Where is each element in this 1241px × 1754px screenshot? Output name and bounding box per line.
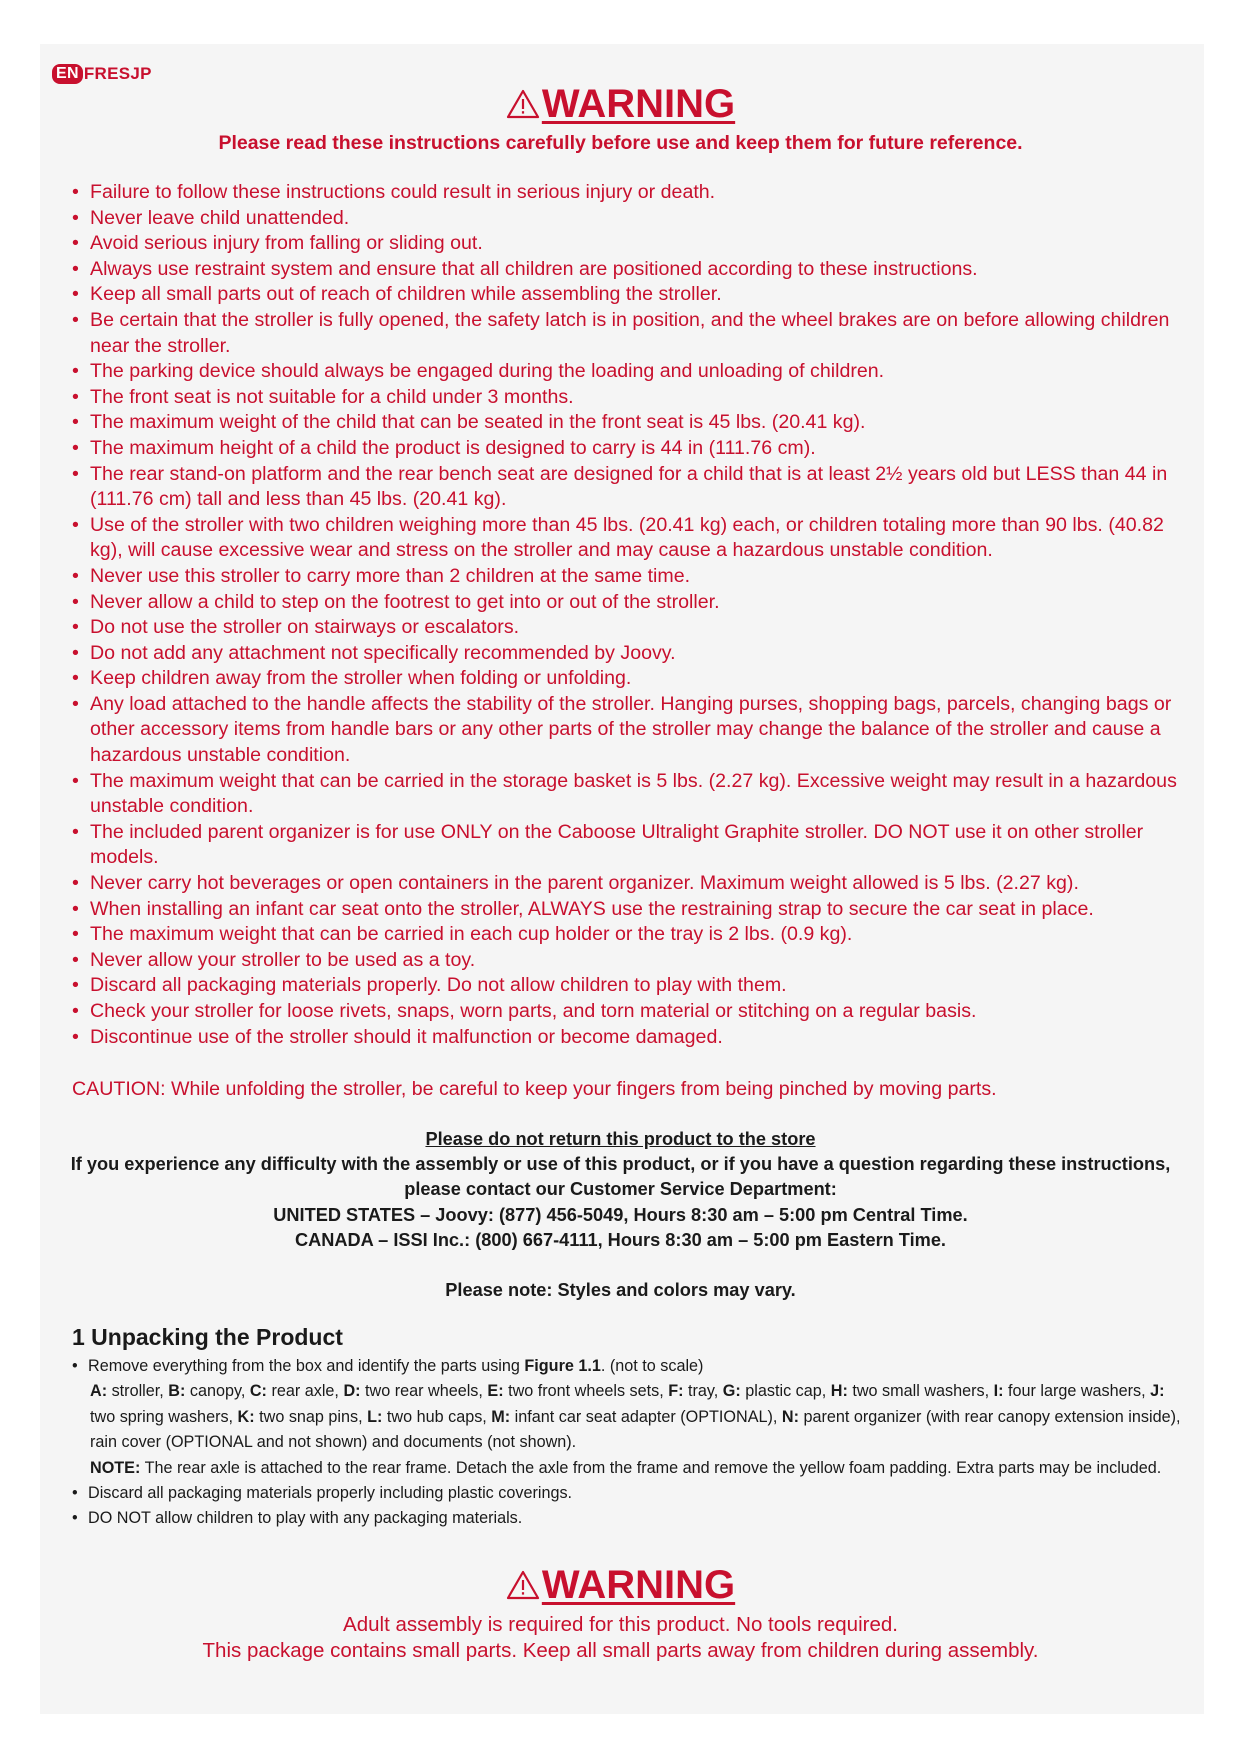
- warning-item: • Always use restraint system and ensure that all children are positioned according to these instructions.: [72, 257, 1182, 283]
- part-key: C:: [249, 1382, 267, 1401]
- warning-item: • Never carry hot beverages or open containers in the parent organizer. Maximum weight allowed is 5 lbs. (2.27 kg).: [72, 871, 1182, 897]
- part-desc: canopy,: [185, 1382, 250, 1401]
- part-desc: stroller,: [107, 1382, 169, 1401]
- part-desc: two snap pins,: [254, 1407, 368, 1426]
- warning-item: • Keep all small parts out of reach of children while assembling the stroller.: [72, 282, 1182, 308]
- return-notice: Please do not return this product to the store: [425, 1129, 816, 1149]
- warning-item: • Any load attached to the handle affects the stability of the stroller. Hanging purses, shopping bags, parcels, changing bags or other accessory items from handle bars or any other parts of the stroller may change the balance of the stroller and cause a hazardous unstable condition.: [72, 692, 1182, 769]
- part-key: F:: [668, 1382, 684, 1401]
- note-text: The rear axle is attached to the rear frame. Detach the axle from the frame and remove the yellow foam padding. Extra parts may be included.: [140, 1458, 1162, 1477]
- contact-info: [60, 1152, 1181, 1254]
- part-desc: two rear wheels,: [360, 1382, 488, 1401]
- warning2-line1: Adult assembly is required for this product. No tools required.: [343, 1613, 898, 1636]
- warning-item: • When installing an infant car seat onto the stroller, ALWAYS use the restraining strap to secure the car seat in place.: [72, 897, 1182, 923]
- part-desc: four large washers,: [1003, 1382, 1151, 1401]
- contact-intro: If you experience any difficulty with the assembly or use of this product, or if you have a question regarding these instructions, please contact our Customer Service Department:: [70, 1154, 1171, 1200]
- intro-prefix: Remove everything from the box and identify the parts using: [88, 1357, 525, 1375]
- parts-note: [72, 1456, 1182, 1481]
- warning-triangle-icon: [506, 1567, 540, 1607]
- warning-item: • Be certain that the stroller is fully opened, the safety latch is in position, and the wheel brakes are on before allowing children near the stroller.: [72, 308, 1182, 359]
- warning-item: • Never leave child unattended.: [72, 206, 1182, 232]
- part-desc: plastic cap,: [740, 1382, 831, 1401]
- figure-ref: Figure 1.1: [524, 1357, 601, 1375]
- warning-item: • Avoid serious injury from falling or sliding out.: [72, 231, 1182, 257]
- unpacking-list: [72, 1354, 1182, 1532]
- part-key: E:: [487, 1382, 504, 1401]
- intro-suffix: . (not to scale): [600, 1357, 704, 1375]
- contact-us: UNITED STATES – Joovy: (877) 456-5049, Hours 8:30 am – 5:00 pm Central Time.: [273, 1204, 968, 1225]
- warning-item: • Do not add any attachment not specifically recommended by Joovy.: [72, 641, 1182, 667]
- warning2-heading: [0, 1565, 1241, 1607]
- warning2-line2: This package contains small parts. Keep all small parts away from children during assembly.: [202, 1639, 1039, 1662]
- list-item: [72, 1354, 1182, 1379]
- warning-item: • Use of the stroller with two children weighing more than 45 lbs. (20.41 kg) each, or children totaling more than 90 lbs. (40.82 kg), will cause excessive wear and stress on the stroller and may cause a hazardous unstable condition.: [72, 513, 1182, 564]
- warning-subtitle: Please read these instructions carefully before use and keep them for future reference.: [218, 132, 1023, 154]
- part-desc: rear axle,: [266, 1382, 344, 1401]
- warning-item: • The front seat is not suitable for a child under 3 months.: [72, 385, 1182, 411]
- warning-triangle-icon: [506, 86, 540, 126]
- parts-block: [72, 1379, 1182, 1481]
- part-key: I:: [993, 1382, 1004, 1401]
- language-others[interactable]: FRESJP: [83, 64, 152, 83]
- language-selector[interactable]: [52, 64, 152, 84]
- part-desc: tray,: [683, 1382, 723, 1401]
- warning-title: WARNING: [541, 82, 736, 126]
- warning-item: • Never allow a child to step on the footrest to get into or out of the stroller.: [72, 590, 1182, 616]
- warning-item: • Never use this stroller to carry more than 2 children at the same time.: [72, 564, 1182, 590]
- part-desc: infant car seat adapter (OPTIONAL),: [510, 1407, 782, 1426]
- warning-item: • Never allow your stroller to be used as a toy.: [72, 948, 1182, 974]
- part-key: B:: [168, 1382, 186, 1401]
- warning-item: • Do not use the stroller on stairways or escalators.: [72, 615, 1182, 641]
- language-en-badge[interactable]: EN: [52, 64, 83, 84]
- warning-heading: [0, 84, 1241, 126]
- warning-item: • Failure to follow these instructions could result in serious injury or death.: [72, 180, 1182, 206]
- list-item: • Discard all packaging materials properly including plastic coverings.: [72, 1481, 1182, 1506]
- list-item: • DO NOT allow children to play with any packaging materials.: [72, 1506, 1182, 1531]
- part-key: D:: [343, 1382, 361, 1401]
- part-key: K:: [237, 1407, 255, 1426]
- warning-item: • The included parent organizer is for use ONLY on the Caboose Ultralight Graphite stroller. DO NOT use it on other stroller models.: [72, 820, 1182, 871]
- warning-item: • Keep children away from the stroller when folding or unfolding.: [72, 666, 1182, 692]
- styles-note: Please note: Styles and colors may vary.: [445, 1280, 796, 1300]
- warning-item: • Check your stroller for loose rivets, snaps, worn parts, and torn material or stitching on a regular basis.: [72, 999, 1182, 1025]
- part-desc: two hub caps,: [382, 1407, 492, 1426]
- warning-item: • The maximum height of a child the product is designed to carry is 44 in (111.76 cm).: [72, 436, 1182, 462]
- warning-item: • The maximum weight of the child that can be seated in the front seat is 45 lbs. (20.41 kg).: [72, 410, 1182, 436]
- parts-list: [72, 1379, 1182, 1455]
- warning-item: • The maximum weight that can be carried in the storage basket is 5 lbs. (2.27 kg). Excessive weight may result in a hazardous unstable condition.: [72, 769, 1182, 820]
- part-desc: two front wheels sets,: [503, 1382, 669, 1401]
- part-key: J:: [1150, 1382, 1165, 1401]
- part-desc: parent organizer (with rear canopy extension inside), rain cover (OPTIONAL and not shown) and documents (not shown).: [90, 1407, 1181, 1452]
- part-key: M:: [491, 1407, 511, 1426]
- part-desc: two spring washers,: [90, 1407, 238, 1426]
- part-key: H:: [830, 1382, 848, 1401]
- contact-canada: CANADA – ISSI Inc.: (800) 667-4111, Hours 8:30 am – 5:00 pm Eastern Time.: [295, 1230, 946, 1251]
- section-title: 1 Unpacking the Product: [72, 1324, 343, 1350]
- warning-item: • The rear stand-on platform and the rear bench seat are designed for a child that is at least 2½ years old but LESS than 44 in (111.76 cm) tall and less than 45 lbs. (20.41 kg).: [72, 462, 1182, 513]
- part-key: N:: [781, 1407, 799, 1426]
- warning-item: • The parking device should always be engaged during the loading and unloading of children.: [72, 359, 1182, 385]
- warning2-title: WARNING: [541, 1563, 736, 1607]
- warning-item: • Discontinue use of the stroller should it malfunction or become damaged.: [72, 1025, 1182, 1051]
- note-label: NOTE:: [90, 1458, 141, 1477]
- part-key: L:: [367, 1407, 383, 1426]
- warning-item: • Discard all packaging materials properly. Do not allow children to play with them.: [72, 973, 1182, 999]
- part-key: A:: [90, 1382, 108, 1401]
- caution-text: CAUTION: While unfolding the stroller, be careful to keep your fingers from being pinched by moving parts.: [72, 1078, 997, 1100]
- warning-item: • The maximum weight that can be carried in each cup holder or the tray is 2 lbs. (0.9 kg).: [72, 922, 1182, 948]
- part-desc: two small washers,: [847, 1382, 994, 1401]
- part-key: G:: [722, 1382, 741, 1401]
- warning-list: [72, 180, 1182, 1050]
